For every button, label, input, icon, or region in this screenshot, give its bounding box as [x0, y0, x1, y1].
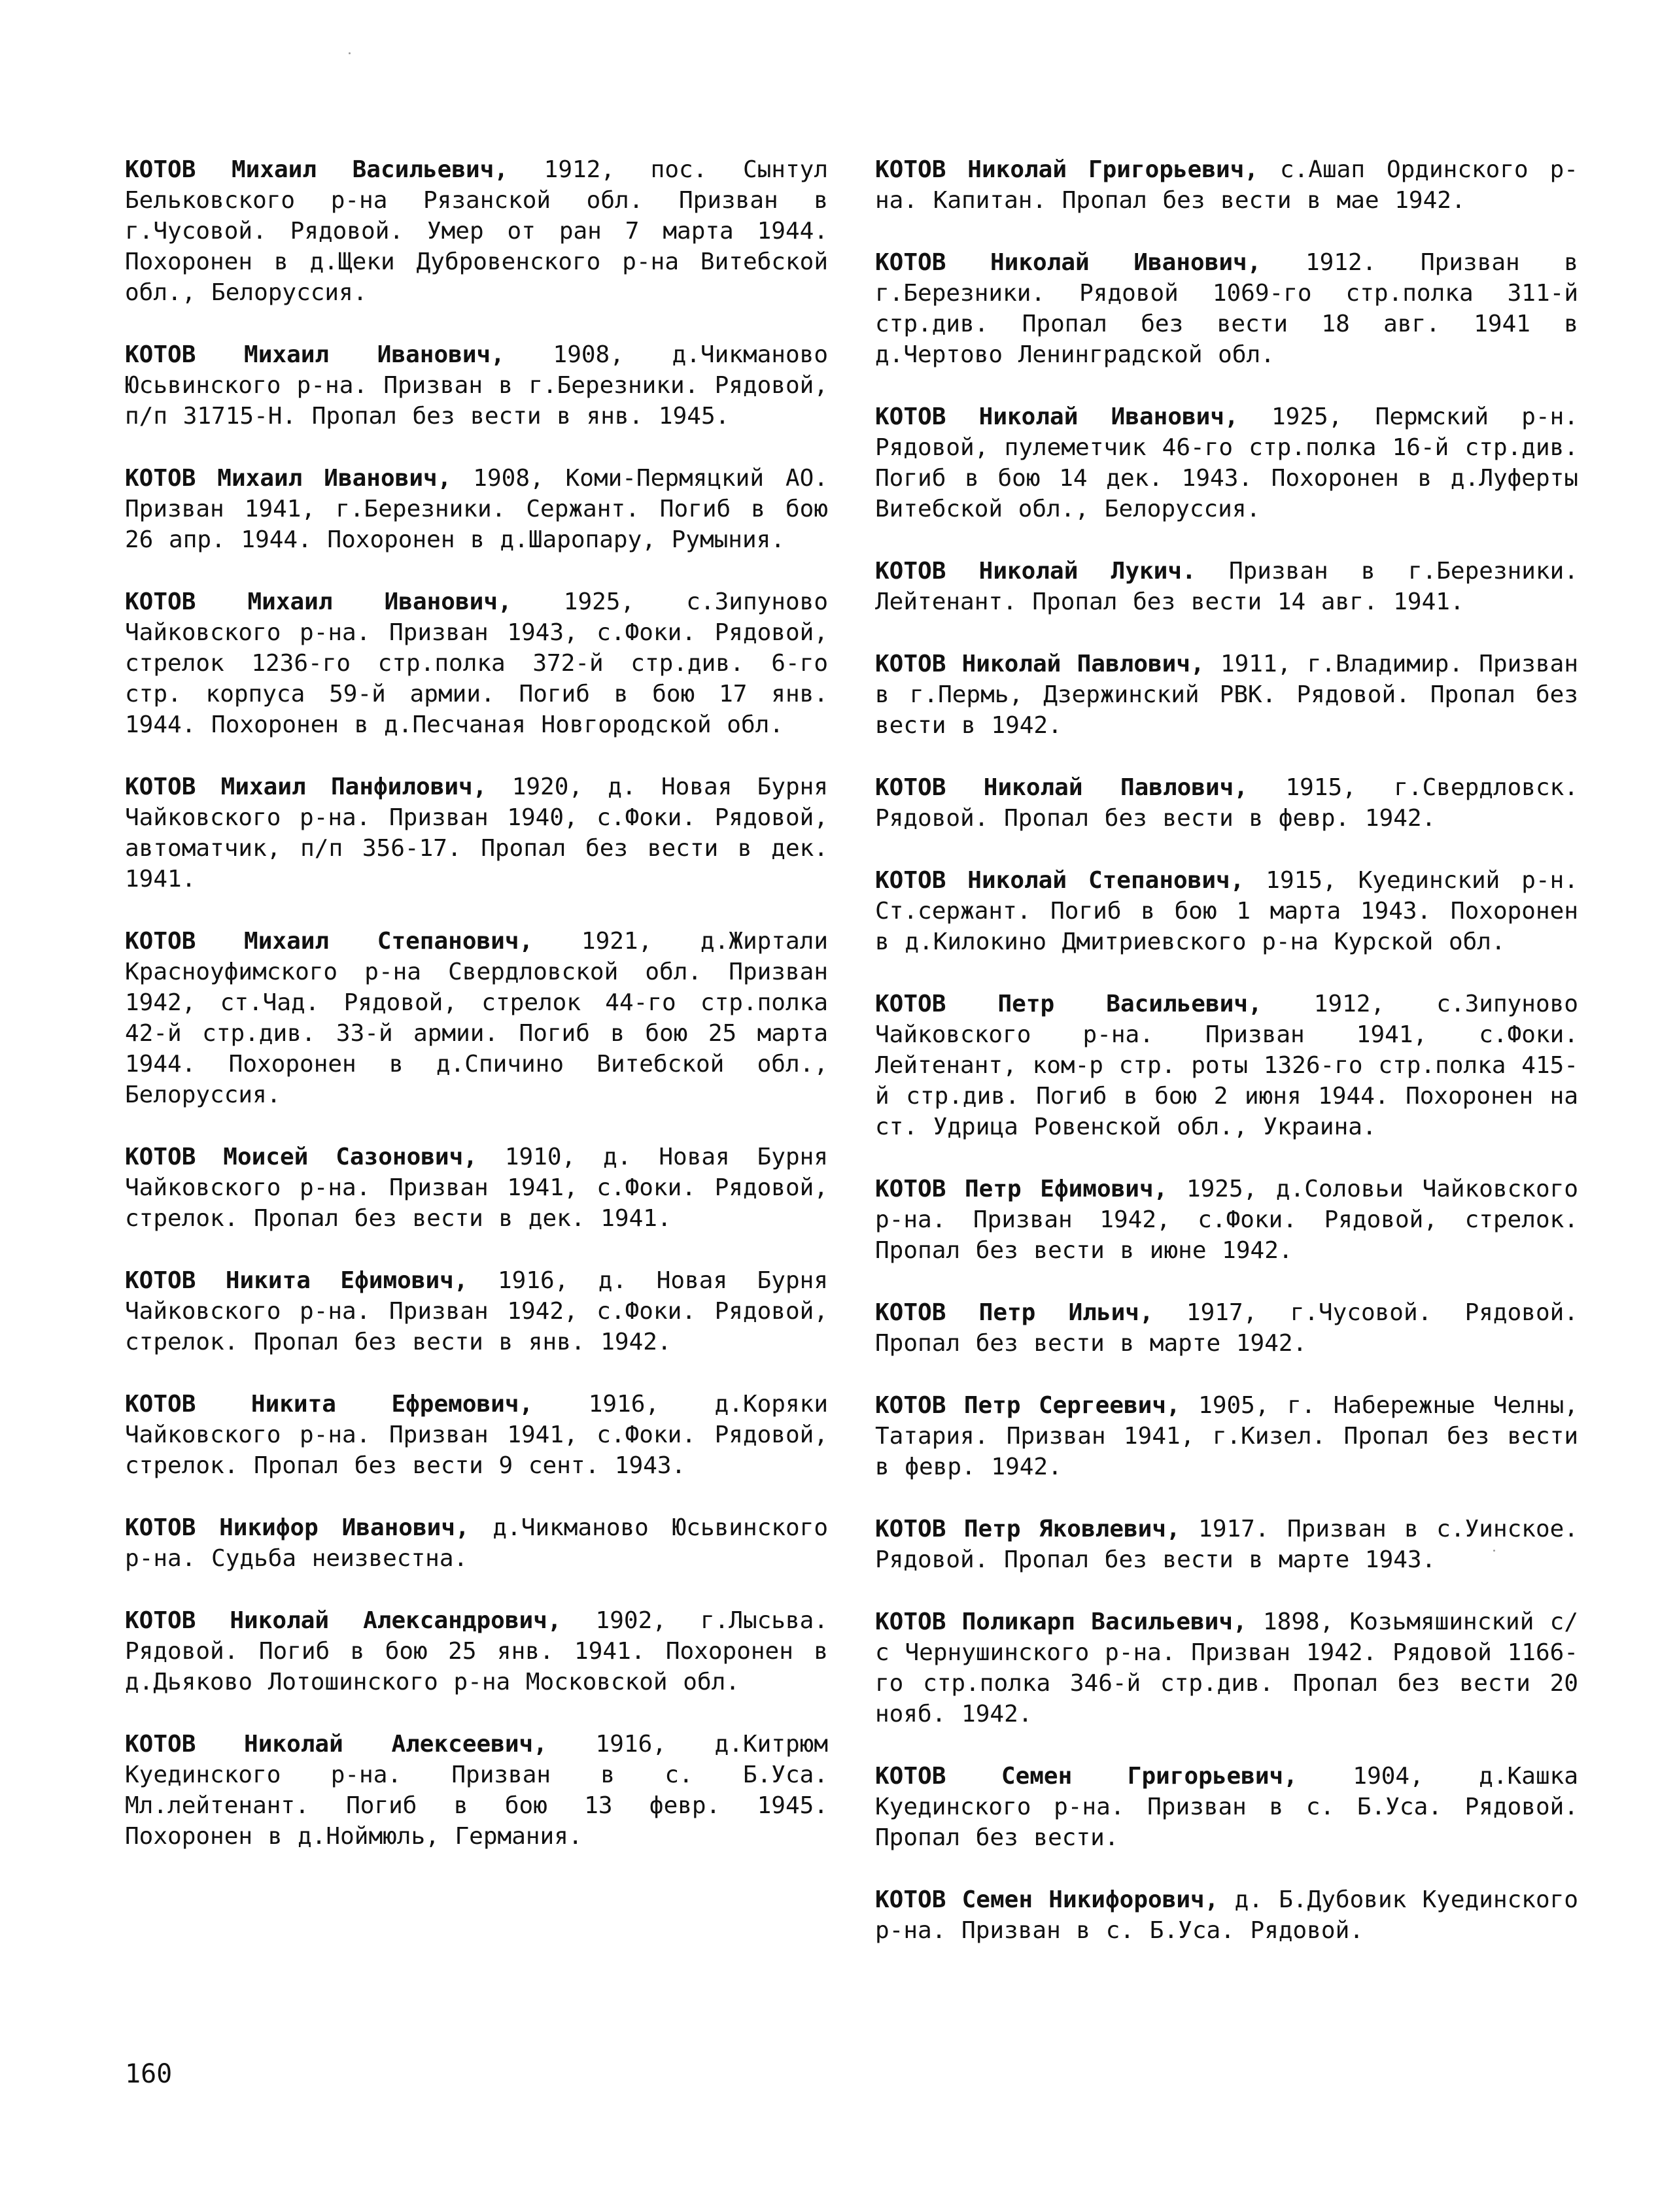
person-details: 1912. Призван в г.Березники. Рядовой 1069-го стр.полка 311-й стр.див. Пропал без вести 18 авг. 1941 в д.Чертово Ленинградской обл. — [875, 249, 1579, 368]
person-name: КОТОВ Михаил Степанович, — [125, 928, 534, 955]
person-details: 1917. Призван в с.Уинское. Рядовой. Пропал без вести в марте 1943. — [875, 1516, 1578, 1573]
biography-entry — [125, 587, 828, 740]
biography-entry — [875, 1761, 1578, 1853]
biography-entry — [875, 401, 1578, 524]
person-name: КОТОВ Петр Ефимович, — [875, 1176, 1168, 1202]
scan-speck — [349, 52, 351, 54]
person-name: КОТОВ Николай Александрович, — [125, 1607, 562, 1634]
person-name: КОТОВ Николай Степанович, — [875, 867, 1245, 894]
biography-entry — [125, 1512, 828, 1574]
biography-entry — [125, 772, 828, 894]
biography-entry — [875, 1297, 1578, 1359]
person-details: 1925, д.Соловьи Чайковского р-на. Призван 1942, с.Фоки. Рядовой, стрелок. Пропал без вести в июне 1942. — [875, 1176, 1578, 1264]
person-name: КОТОВ Никифор Иванович, — [125, 1514, 470, 1541]
biography-entry — [875, 865, 1578, 957]
person-details: 1925, с.Зипуново Чайковского р-на. Призван 1943, с.Фоки. Рядовой, стрелок 1236-го стр.полка 372-й стр.див. 6-го стр. корпуса 59-й армии. Погиб в бою 17 янв. 1944. Похоронен в д.Песчаная Новгородской обл. — [125, 588, 828, 738]
person-details: д.Чикманово Юсьвинского р-на. Судьба неизвестна. — [125, 1514, 829, 1572]
left-column — [125, 154, 828, 1883]
person-name: КОТОВ Петр Васильевич, — [875, 991, 1262, 1017]
person-details: 1898, Козьмяшинский с/с Чернушинского р-на. Призван 1942. Рядовой 1166-го стр.полка 346-й стр.див. Пропал без вести 20 нояб. 1942. — [875, 1608, 1578, 1727]
biography-entry — [125, 1142, 828, 1234]
biography-entry — [875, 1884, 1578, 1946]
biography-entry — [875, 772, 1578, 834]
biography-entry — [875, 989, 1578, 1142]
person-details: 1916, д.Коряки Чайковского р-на. Призван 1941, с.Фоки. Рядовой, стрелок. Пропал без вести 9 сент. 1943. — [125, 1391, 829, 1479]
biography-entry — [125, 1729, 828, 1852]
person-name: КОТОВ Михаил Панфилович, — [125, 774, 487, 800]
person-name: КОТОВ Николай Григорьевич, — [875, 156, 1259, 183]
person-name: КОТОВ Петр Яковлевич, — [875, 1516, 1181, 1542]
person-details: 1905, г. Набережные Челны, Татария. Призван 1941, г.Кизел. Пропал без вести в февр. 1942. — [875, 1392, 1578, 1480]
person-details: 1925, Пермский р-н. Рядовой, пулеметчик 46-го стр.полка 16-й стр.див. Погиб в бою 14 дек. 1943. Похоронен в д.Луферты Витебской обл., Белоруссия. — [875, 403, 1579, 522]
person-details: 1920, д. Новая Бурня Чайковского р-на. Призван 1940, с.Фоки. Рядовой, автоматчик, п/п 356-17. Пропал без вести в дек. 1941. — [125, 774, 829, 893]
person-details: 1915, г.Свердловск. Рядовой. Пропал без вести в февр. 1942. — [875, 774, 1578, 832]
person-name: КОТОВ Михаил Иванович, — [125, 341, 505, 368]
biography-entry — [125, 1389, 828, 1481]
person-details: 1911, г.Владимир. Призван в г.Пермь, Дзержинский РВК. Рядовой. Пропал без вести в 1942. — [875, 651, 1578, 739]
person-details: 1921, д.Жиртали Красноуфимского р-на Свердловской обл. Призван 1942, ст.Чад. Рядовой, стрелок 44-го стр.полка 42-й стр.див. 33-й армии. Погиб в бою 25 марта 1944. Похоронен в д.Спичино Витебской обл., Белоруссия. — [125, 928, 829, 1108]
person-name: КОТОВ Семен Григорьевич, — [875, 1763, 1298, 1790]
person-name: КОТОВ Николай Иванович, — [875, 249, 1262, 276]
biography-entry — [875, 247, 1578, 370]
biography-entry — [875, 154, 1578, 216]
person-name: КОТОВ Михаил Васильевич, — [125, 156, 509, 183]
page-number: 160 — [125, 2059, 173, 2089]
person-details: 1912, пос. Сынтул Бельковского р-на Рязанской обл. Призван в г.Чусовой. Рядовой. Умер от ран 7 марта 1944. Похоронен в д.Щеки Дубровенского р-на Витебской обл., Белоруссия. — [125, 156, 828, 306]
person-name: КОТОВ Николай Алексеевич, — [125, 1731, 547, 1758]
person-name: КОТОВ Никита Ефимович, — [125, 1267, 468, 1294]
right-column — [875, 154, 1578, 1977]
person-name: КОТОВ Николай Лукич. — [875, 558, 1196, 585]
person-name: КОТОВ Николай Иванович, — [875, 403, 1239, 430]
biography-entry — [875, 556, 1578, 617]
biography-entry — [125, 154, 828, 308]
person-details: 1916, д. Новая Бурня Чайковского р-на. Призван 1942, с.Фоки. Рядовой, стрелок. Пропал без вести в янв. 1942. — [125, 1267, 828, 1355]
biography-entry — [875, 649, 1578, 741]
biography-entry — [125, 1265, 828, 1357]
person-name: КОТОВ Петр Сергеевич, — [875, 1392, 1181, 1419]
biography-entry — [125, 1605, 828, 1697]
person-details: 1915, Куединский р-н. Ст.сержант. Погиб в бою 1 марта 1943. Похоронен в д.Килокино Дмитриевского р-на Курской обл. — [875, 867, 1578, 955]
person-name: КОТОВ Семен Никифорович, — [875, 1886, 1219, 1913]
person-name: КОТОВ Михаил Иванович, — [125, 465, 452, 492]
biography-entry — [125, 339, 828, 432]
person-details: 1910, д. Новая Бурня Чайковского р-на. Призван 1941, с.Фоки. Рядовой, стрелок. Пропал без вести в дек. 1941. — [125, 1144, 828, 1232]
person-details: д. Б.Дубовик Куединского р-на. Призван в с. Б.Уса. Рядовой. — [875, 1886, 1578, 1944]
biography-entry — [875, 1390, 1578, 1482]
person-details: 1917, г.Чусовой. Рядовой. Пропал без вести в марте 1942. — [875, 1299, 1578, 1357]
person-name: КОТОВ Петр Ильич, — [875, 1299, 1154, 1326]
person-name: КОТОВ Николай Павлович, — [875, 774, 1249, 801]
biography-entry — [875, 1607, 1578, 1729]
person-details: Призван в г.Березники. Лейтенант. Пропал без вести 14 авг. 1941. — [875, 558, 1578, 615]
person-details: 1916, д.Китрюм Куединского р-на. Призван в с. Б.Уса. Мл.лейтенант. Погиб в бою 13 февр. 1945. Похоронен в д.Ноймюль, Германия. — [125, 1731, 828, 1850]
biography-entry — [125, 926, 828, 1110]
person-details: 1912, с.Зипуново Чайковского р-на. Призван 1941, с.Фоки. Лейтенант, ком-р стр. роты 1326-го стр.полка 415-й стр.див. Погиб в бою 2 июня 1944. Похоронен на ст. Удрица Ровенской обл., Украина. — [875, 991, 1578, 1140]
person-name: КОТОВ Николай Павлович, — [875, 651, 1205, 677]
person-name: КОТОВ Поликарп Васильевич, — [875, 1608, 1247, 1635]
biography-entry — [875, 1514, 1578, 1575]
person-details: 1904, д.Кашка Куединского р-на. Призван в с. Б.Уса. Рядовой. Пропал без вести. — [875, 1763, 1579, 1851]
person-details: 1902, г.Лысьва. Рядовой. Погиб в бою 25 янв. 1941. Похоронен в д.Дьяково Лотошинского р-на Московской обл. — [125, 1607, 828, 1695]
person-name: КОТОВ Михаил Иванович, — [125, 588, 512, 615]
person-details: 1908, Коми-Пермяцкий АО. Призван 1941, г.Березники. Сержант. Погиб в бою 26 апр. 1944. Похоронен в д.Шаропару, Румыния. — [125, 465, 828, 553]
person-details: 1908, д.Чикманово Юсьвинского р-на. Призван в г.Березники. Рядовой, п/п 31715-Н. Пропал без вести в янв. 1945. — [125, 341, 828, 430]
biography-entry — [875, 1174, 1578, 1266]
biography-entry — [125, 463, 828, 555]
person-name: КОТОВ Никита Ефремович, — [125, 1391, 534, 1418]
person-details: с.Ашап Ординского р-на. Капитан. Пропал без вести в мае 1942. — [875, 156, 1578, 214]
person-name: КОТОВ Моисей Сазонович, — [125, 1144, 477, 1170]
